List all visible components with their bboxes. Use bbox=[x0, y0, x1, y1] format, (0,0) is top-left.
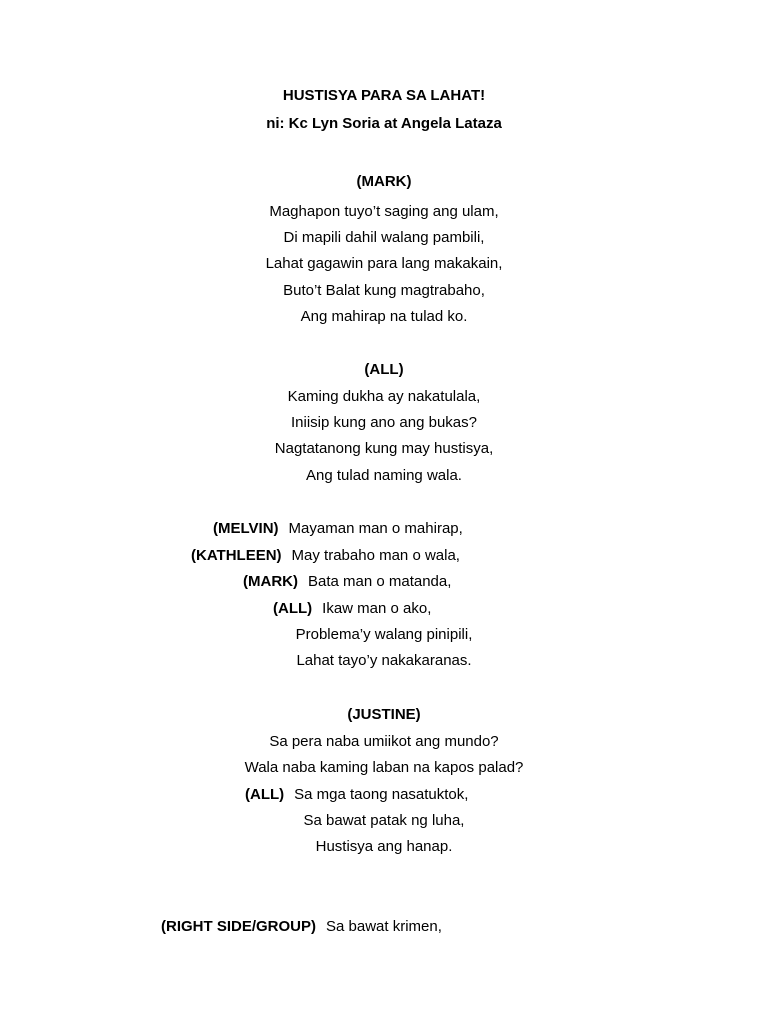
verse-text: Sa bawat krimen, bbox=[326, 918, 442, 935]
verse-line: Problema’y walang pinipili, bbox=[295, 626, 473, 643]
speaker-label: (RIGHT SIDE/GROUP) bbox=[161, 918, 317, 935]
verse-line: Maghapon tuyo’t saging ang ulam, bbox=[269, 203, 499, 220]
verse-line: Nagtatanong kung may hustisya, bbox=[274, 440, 494, 457]
verse-line: Sa bawat patak ng luha, bbox=[303, 812, 465, 829]
speaker-label: (ALL) bbox=[273, 600, 313, 617]
speaker-label: (KATHLEEN) bbox=[191, 547, 282, 564]
poem-title: HUSTISYA PARA SA LAHAT! bbox=[282, 87, 486, 104]
verse-text: Ikaw man o ako, bbox=[322, 600, 432, 617]
speaker-row bbox=[273, 599, 431, 619]
verse-line: Di mapili dahil walang pambili, bbox=[283, 229, 485, 246]
speaker-label: (MELVIN) bbox=[213, 520, 279, 537]
verse-text: Mayaman man o mahirap, bbox=[288, 520, 463, 537]
speaker-row bbox=[161, 917, 442, 937]
verse-line: Ang tulad naming wala. bbox=[306, 467, 462, 484]
poem-byline: ni: Kc Lyn Soria at Angela Lataza bbox=[266, 115, 502, 132]
verse-line: Buto’t Balat kung magtrabaho, bbox=[283, 282, 485, 299]
speaker-row bbox=[213, 519, 463, 539]
verse-line: Iniisip kung ano ang bukas? bbox=[291, 414, 477, 431]
speaker-label: (JUSTINE) bbox=[347, 706, 421, 723]
verse-line: Hustisya ang hanap. bbox=[315, 838, 453, 855]
verse-line: Lahat tayo’y nakakaranas. bbox=[296, 652, 472, 669]
verse-line: Wala naba kaming laban na kapos palad? bbox=[244, 759, 524, 776]
speaker-row bbox=[243, 572, 451, 592]
verse-text: May trabaho man o wala, bbox=[291, 547, 460, 564]
speaker-row bbox=[245, 785, 468, 805]
verse-line: Sa pera naba umiikot ang mundo? bbox=[269, 733, 499, 750]
speaker-label: (MARK) bbox=[356, 173, 412, 190]
verse-line: Kaming dukha ay nakatulala, bbox=[287, 388, 481, 405]
speaker-row bbox=[191, 546, 460, 566]
speaker-label: (MARK) bbox=[243, 573, 298, 590]
speaker-label: (ALL) bbox=[364, 361, 404, 378]
speaker-label: (ALL) bbox=[245, 786, 285, 803]
verse-line: Lahat gagawin para lang makakain, bbox=[265, 255, 503, 272]
verse-text: Sa mga taong nasatuktok, bbox=[294, 786, 469, 803]
verse-line: Ang mahirap na tulad ko. bbox=[300, 308, 468, 325]
verse-text: Bata man o matanda, bbox=[307, 573, 452, 590]
